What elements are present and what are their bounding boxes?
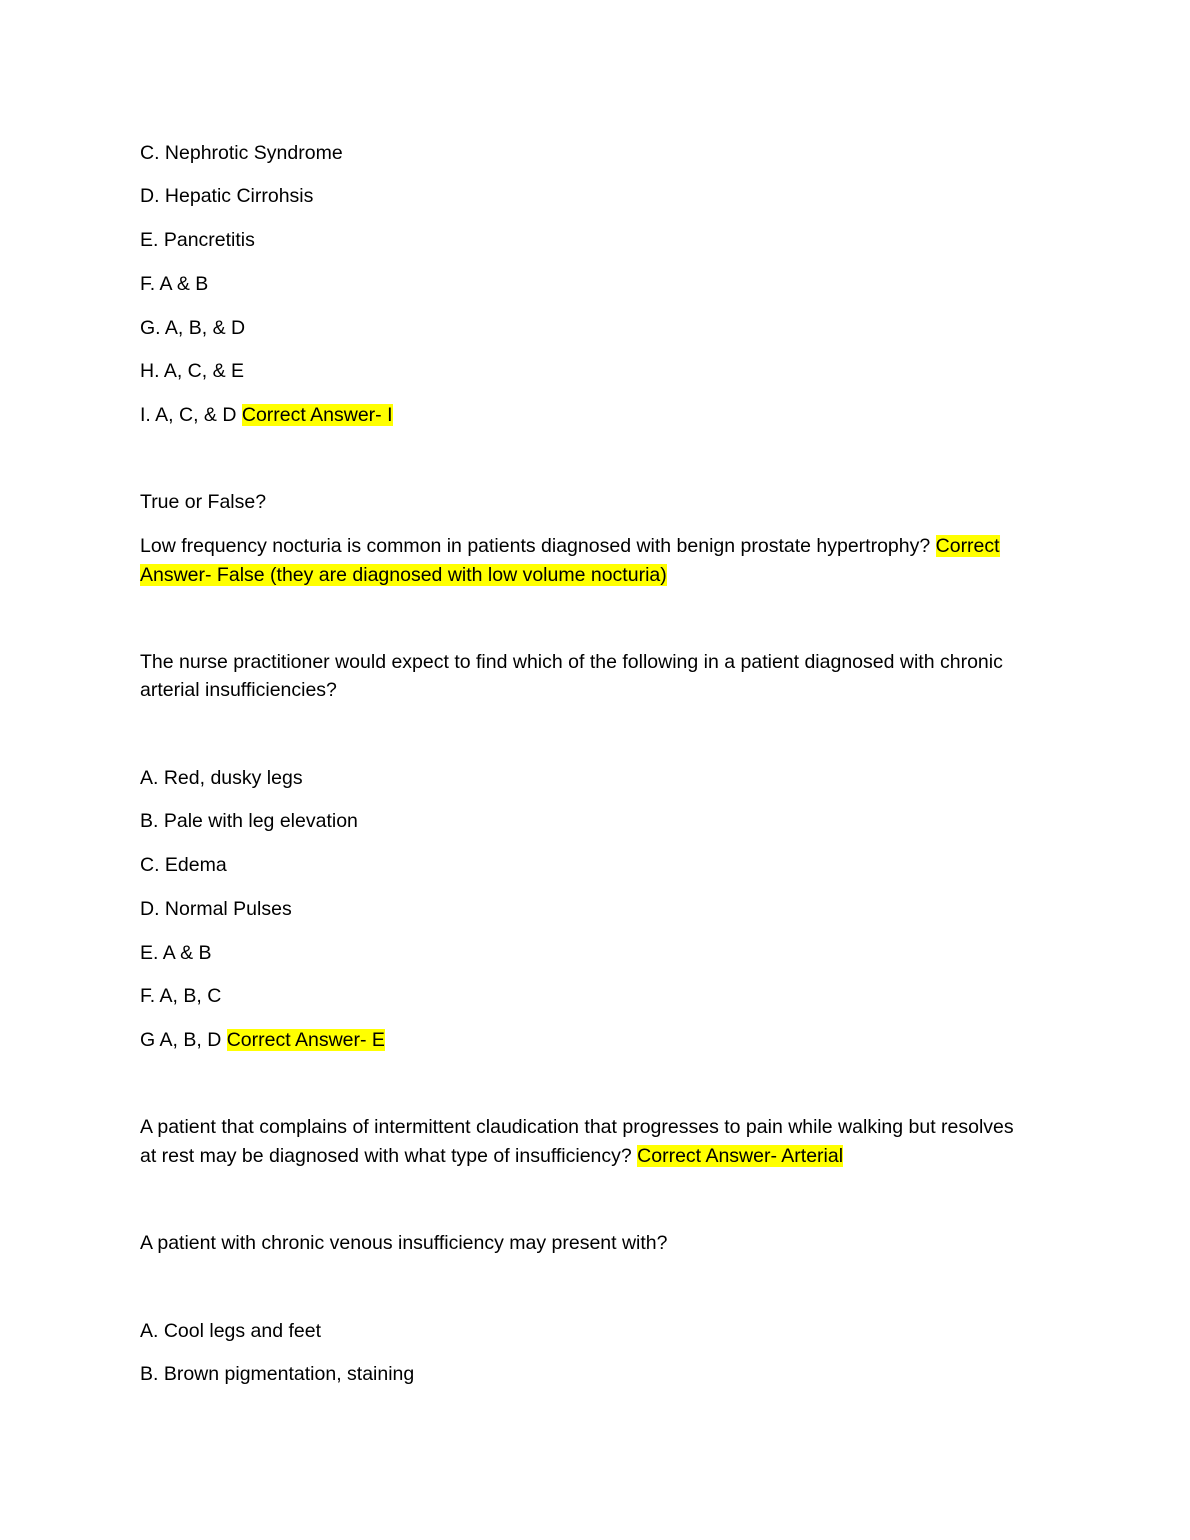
option-f: F. A, B, C bbox=[140, 985, 222, 1007]
option-h: H. A, C, & E bbox=[140, 360, 245, 382]
option-a-cool-legs: A. Cool legs and feet bbox=[140, 1320, 322, 1342]
question-arterial-line2: arterial insufficiencies? bbox=[140, 679, 337, 701]
question-nocturia: Low frequency nocturia is common in patients diagnosed with benign prostate hypertrophy? bbox=[140, 535, 931, 557]
option-d-pulses: D. Normal Pulses bbox=[140, 898, 292, 920]
question-claudication-row bbox=[140, 1142, 1050, 1171]
question-nocturia-row bbox=[140, 532, 1050, 561]
option-g-row bbox=[140, 1026, 1050, 1055]
option-c-nephrotic: C. Nephrotic Syndrome bbox=[140, 142, 343, 164]
option-b-pale: B. Pale with leg elevation bbox=[140, 810, 358, 832]
question-arterial-line1: The nurse practitioner would expect to find which of the following in a patient diagnosed with chronic bbox=[140, 651, 1003, 673]
option-g: G. A, B, & D bbox=[140, 317, 246, 339]
question-claudication-line1: A patient that complains of intermittent claudication that progresses to pain while walking but resolves bbox=[140, 1116, 1014, 1138]
option-b-pigmentation: B. Brown pigmentation, staining bbox=[140, 1363, 415, 1385]
option-e-pancretitis: E. Pancretitis bbox=[140, 229, 255, 251]
option-d-hepatic: D. Hepatic Cirrohsis bbox=[140, 185, 314, 207]
question-venous: A patient with chronic venous insufficiency may present with? bbox=[140, 1232, 668, 1254]
correct-answer-highlight: Answer- False (they are diagnosed with low volume nocturia) bbox=[140, 564, 667, 586]
option-e: E. A & B bbox=[140, 942, 212, 964]
question-claudication-line2: at rest may be diagnosed with what type of insufficiency? bbox=[140, 1145, 632, 1167]
option-f: F. A & B bbox=[140, 273, 209, 295]
option-i-row bbox=[140, 401, 1050, 430]
correct-answer-highlight: Correct Answer- E bbox=[226, 1029, 385, 1051]
option-i: I. A, C, & D bbox=[140, 404, 237, 426]
correct-answer-highlight: Correct bbox=[935, 535, 1000, 557]
answer-nocturia-row bbox=[140, 561, 1050, 590]
true-false-heading: True or False? bbox=[140, 491, 267, 513]
option-c-edema: C. Edema bbox=[140, 854, 227, 876]
correct-answer-highlight: Correct Answer- I bbox=[241, 404, 393, 426]
correct-answer-highlight: Correct Answer- Arterial bbox=[637, 1145, 844, 1167]
option-g: G A, B, D bbox=[140, 1029, 222, 1051]
option-a-red-legs: A. Red, dusky legs bbox=[140, 767, 303, 789]
